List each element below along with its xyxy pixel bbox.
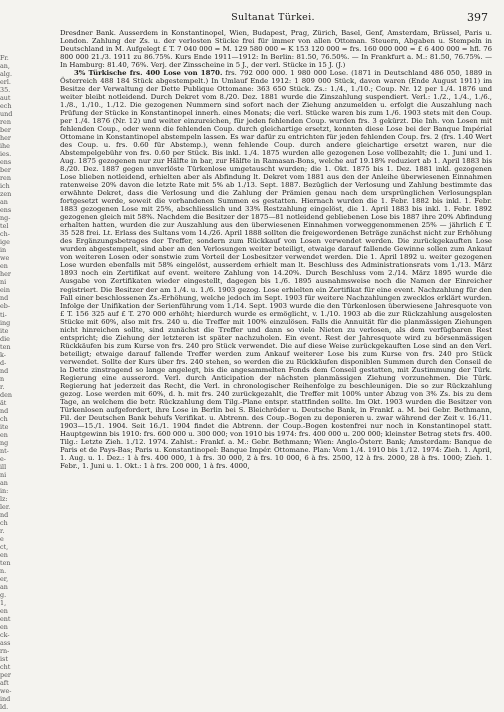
margin-fragment: ech xyxy=(0,102,12,111)
margin-fragment: eb- xyxy=(0,302,11,311)
margin-fragment: ist xyxy=(0,655,8,664)
margin-fragment: en xyxy=(0,623,8,632)
margin-fragment: nd xyxy=(0,510,9,519)
margin-fragment: ite xyxy=(0,326,9,335)
margin-fragment: ld. xyxy=(0,703,9,712)
margin-fragment: ng- xyxy=(0,214,11,223)
margin-fragment: e- xyxy=(0,454,6,463)
running-title: Sultanat Türkei. xyxy=(231,12,315,23)
margin-fragment: en xyxy=(0,607,8,616)
margin-fragment: nd xyxy=(0,366,9,375)
margin-fragment: ck- xyxy=(0,631,10,640)
margin-fragment: ng xyxy=(0,438,9,447)
margin-fragment: k- xyxy=(0,350,6,359)
margin-fragment: ill xyxy=(0,462,7,471)
margin-fragment: en xyxy=(0,262,8,271)
margin-fragment: ten xyxy=(0,342,11,351)
margin-fragment: n. xyxy=(0,567,7,575)
margin-fragment: we- xyxy=(0,687,12,696)
margin-fragment: en xyxy=(0,430,8,439)
margin-fragment: ni xyxy=(0,278,7,287)
margin-fragment: nd xyxy=(0,294,9,303)
margin-fragment: ein xyxy=(0,286,10,295)
margin-fragment: ies. xyxy=(0,150,12,159)
margin-fragment: rn- xyxy=(0,647,10,656)
margin-fragment: en xyxy=(0,550,8,559)
margin-fragment: ti- xyxy=(0,310,7,319)
margin-fragment: ct, xyxy=(0,542,9,551)
margin-fragment: nt- xyxy=(0,446,9,455)
margin-fragment: per xyxy=(0,671,11,680)
margin-fragment: e xyxy=(0,534,4,543)
margin-fragment: ite xyxy=(0,422,9,431)
margin-fragment: ren xyxy=(0,174,11,183)
margin-fragment: her xyxy=(0,134,11,143)
margin-fragment: r. xyxy=(0,382,5,391)
margin-fragment: cht xyxy=(0,663,11,672)
margin-fragment: alg. xyxy=(0,70,12,79)
margin-fragment: ent xyxy=(0,615,11,624)
paragraph-text: frs. 792 000 000. 1 980 000 Lose. (1871 in Deutschland 486 050, 1889 in Österreich 488 184 Stück abgestempelt.) In Umlauf Ende 1912: 1 809 000 Stück, davon waren (Ende August 1911) im Besitze der Verwaltung der Dette Publique Ottomane: 363 650 Stück. Zs.: 1./4., 1./10.; Coup. Nr. 12 per 1./4. 1876 und weiter bleibt notleidend. Durch Dekret vom 8./20. Dez. 1881 wurde die Zinszahlung suspendiert. Verl.: 1./2., 1./4., 1./6., 1./8., 1./10., 1./12. Die gezogenen Nummern sind sofort nach der Ziehung anzumelden u. erfolgt die Auszahlung nach Prüfung der Stücke in Konstantinopel innerh. eines Monats; die verl. Stücke waren bis zum 1./6. 1903 stets mit den Coup. per 1./4. 1876 (Nr. 12) und weiter einzureichen, für jeden fehlenden Coup. wurden frs. 3 gekürzt. Die Inh. von Losen mit fehlenden Coup., oder wenn die fehlenden Coup. durch gleichartige ersetzt, konnten diese Lose bei der Banque Impérial Ottomane in Konstantinopel abstempeln lassen. Es war dafür zu entrichten für jeden fehlenden Coup. frs. 2 (frs. 1.40 Wert des Coup. u. frs. 0.60 für Abstemp.), wenn fehlende Coup. durch andere gleichartige ersetzt waren, nur die Abstempelgebühr von frs. 0.60 per Stück. Bis inkl. 1./4. 1875 wurden alle gezogenen Lose vollbezahlt; die 1. Juni und 1. Aug. 1875 gezogenen nur zur Hälfte in bar, zur Hälfte in Ramasan-Bons, welche auf 19.18% reduziert ab 1. April 1883 bis 8./20. Dez. 1887 gegen unverlöste Türkenlose umgetauscht wurden; die 1. Okt. 1875 bis 1. Dez. 1881 inkl. gezogenen Lose blieben notleidend, erhielten aber als Abfindung lt. Dekret vom 1881 aus den der Anleihe überwiesenen Einnahmen ratenweise 20% davon die letzte Rate mit 5% ab 1./13. Sept. 1887. Bezüglich der Verlosung und Zahlung bestimmte das erwähnte Dekret, dass die Verlosung und die Zahlung der Prämien genau nach dem ursprünglichen Verlosungsplan fortgesetzt werde, soweit die vorhandenen Summen es gestatten. Hiernach wurden die 1. Febr. 1882 bis inkl. 1. Febr. 1883 gezogenen Lose mit 25%, abschliesslich und 33% Restzahlung eingelöst, die 1. April 1883 bis inkl. 1. Febr. 1892 gezogenen gleich mit 58%. Nachdem die Besitzer der 1875—81 notleidend gebliebenen Lose bis 1887 ihre 20% Abfindung erhalten hatten, wurden die zur Auszahlung aus den überwiesenen Einnahmen vorweggenommenen 25% — jährlich £ T. 35 528 frei. Lt. Erlass des Sultans vom 14./26. April 1888 sollten die freigewordenen Beträge zunächst nicht zur Erhöhung des Ergänzungsbetrages der Treffer, sondern zum Rückkauf von Losen verwendet werden. Die zurückgekauften Lose wurden abgestempelt, sind aber an den Verlosungen weiter beteiligt, etwaige darauf fallende Gewinne sollen zum Ankauf von weiteren Losen oder sonstwie zum Vorteil der Losbesitzer verwendet werden. Die 1. April 1892 u. weiter gezogenen Lose wurden ebenfalls mit 58% eingelöst, ausserdem erhielt man lt. Beschluss des Administrationsrats vom 1./13. März 1893 noch ein Zertifikat auf event. weitere Zahlung von 14.20%. Durch Beschluss vom 2./14. März 1895 wurde die Ausgabe von Zertifikaten wieder eingestellt, dagegen bis 1./6. 1895 ausnahmsweise noch die Namen der Einreicher registriert. Die Besitzer der am 1./4. u. 1./6. 1903 gezog. Lose erhielten ein Zertifikat für eine event. Nachzahlung für den Fall einer beschlossenen Zs.-Erhöhung, welche jedoch im Sept. 1903 für weitere Nachzahlungen zwecklos erklärt wurden. Infolge der Unifikation der Serienführung vom 1./14. Sept. 1903 wurde die den Türkenlosen überwiesene Jahresquote von £ T. 156 325 auf £ T. 270 000 erhöht; hierdurch wurde es ermöglicht, v. 1./10. 1903 ab die zur Rückzahlung ausgelosten Stücke mit 60%, also mit frs. 240 u. die Treffer mit 100% einzulösen. Falls die Annuität für die planmässigen Ziehungen nicht hinreichen sollte, sind zunächst die Treffer und dann so viele Nieten zu verlosen, als dem verfügbaren Rest entspricht; die Ziehung der letzteren ist später nachzuholen. Ein event. Rest der Jahresquote wird zu börsenmässigen Rückkäufen bis zum Kurse von frs. 240 pro Stück verwendet. Die auf diese Weise zurückgekauften Lose sind an den Verl. beteiligt; etwaige darauf fallende Treffer werden zum Ankauf weiterer Lose bis zum Kurse von frs. 240 pro Stück verwendet. Sollte der Kurs über frs. 240 stehen, so werden die zu Rückkäufen disponiblen Summen durch den Conseil de la Dette zinstragend so lange angelegt, bis die angesammelten Fonds dem Conseil gestatten, mit Zustimmung der Türk. Regierung eine ausserord. Verl. durch Anticipation der nächsten planmässigen Ziehung vorzunehmen. Die Türk. Regierung hat jederzeit das Recht, die Verl. in chronologischer Reihenfolge zu beschleunigen. Die so zur Rückzahlung gezog. Lose werden mit 60%, d. h. mit frs. 240 zurückgezahlt, die Treffer mit 100% unter Abzug von 3% Zs. bis zu dem Tage, an welchem die betr. Rückzahlung dem Tilg.-Plane entspr. stattfinden sollte. Im Okt. 1903 wurden die Besitzer von Türkenlosen aufgefordert, ihre Lose in Berlin bei S. Bleichröder u. Deutsche Bank, in Frankf. a. M. bei Gebr. Bethmann, Fil. der Deutschen Bank behufs Verifikat. u. Abtrenn. des Coup.-Bogen zu deponieren u. zwar während der Zeit v. 16./11. 1903—15./1. 1904. Seit 16./1. 1904 findet die Abtrenn. der Coup.-Bogen kostenfrei nur noch in Konstantinopel statt. Hauptgewinn bis 1910: frs. 600 000 u. 300 000; von 1910 bis 1974: frs. 400 000 u. 200 000; kleinster Betrag stets frs. 400. Tilg.: Letzte Zieh. 1./12. 1974. Zahlst.: Frankf. a. M.: Gebr. Bethmann; Wien: Anglo-Österr. Bank; Amsterdam: Banque de Paris et de Pays-Bas; Paris u. Konstantinopel: Banque Impér. Ottomane. Plan: Vom 1./4. 1910 bis 1./12. 1974: Zieh. 1. April, 1. Aug. u. 1. Dez.: 1 à frs. 400 000, 1 à frs. 30 000, 2 à frs. 10 000, 6 à frs. 2500, 12 à frs. 2000, 28 à frs. 1000; Zieh. 1. Febr., 1. Juni u. 1. Okt.: 1 à frs. 200 000, 1 à frs. 4000, xyxy=(60,69,492,470)
margin-fragment: ch xyxy=(0,518,8,527)
margin-fragment: Fr. xyxy=(0,54,9,62)
margin-fragment: und xyxy=(0,110,13,119)
margin-fragment: erl. xyxy=(0,78,11,87)
paragraph-dresdner-bank xyxy=(60,29,492,69)
margin-fragment: ens xyxy=(0,206,12,215)
margin-fragment: die xyxy=(0,334,10,343)
paragraph-tuerkenlose-1870 xyxy=(60,69,492,470)
margin-fragment: ch- xyxy=(0,230,10,239)
section-heading: 3% Türkische frs. 400 Lose von 1870. xyxy=(74,69,223,78)
margin-fragment: ch xyxy=(0,414,8,423)
margin-fragment: lz: xyxy=(0,494,8,503)
margin-fragment: zen xyxy=(0,190,12,199)
margin-fragment: ige xyxy=(0,238,10,247)
page-header xyxy=(58,12,488,26)
margin-fragment: ät xyxy=(0,398,7,407)
margin-fragment: we xyxy=(0,254,10,263)
margin-fragment: den xyxy=(0,390,12,399)
margin-fragment: tel xyxy=(0,222,9,231)
margin-fragment: ind xyxy=(0,695,11,704)
margin-fragment: aft xyxy=(0,679,9,688)
paragraph-text: Dresdner Bank. Ausserdem in Konstantinopel, Wien, Budapest, Prag, Zürich, Basel, Genf, Amsterdam, Brüssel, Paris u. London. Zahlung der Zs. u. der verlosten Stücke frei für immer von allen Ottoman. Steuern, Abgaben u. Stempeln in Deutschland in M. Aufgelegt £ T. 7 040 000 = M. 129 580 000 = K 153 120 000 = frs. 160 000 000 = £ 6 400 000 = hfl. 76 800 000 21./3. 1911 zu 86.75%. Kurs Ende 1911—1912: In Berlin: 81.50, 76.50%. — In Frankfurt a. M.: 81.50, 76.75%. — In Hamburg: 81.40, 76%. Verj. der Zinsscheine in 5 J., der verl. Stücke in 15 J. (J.) xyxy=(60,29,492,70)
margin-fragment: an, xyxy=(0,62,10,71)
margin-fragment: n xyxy=(0,374,5,383)
margin-fragment: ber xyxy=(0,126,11,135)
margin-fragment: ni xyxy=(0,470,7,479)
margin-fragment: ler. xyxy=(0,502,11,511)
margin-fragment: g. xyxy=(0,591,7,600)
margin-fragment: d- xyxy=(0,358,7,367)
margin-fragment: ihe xyxy=(0,142,10,151)
margin-fragment: 1, xyxy=(0,599,7,608)
margin-fragment: ren xyxy=(0,118,11,127)
margin-fragment: in: xyxy=(0,486,9,495)
margin-fragment: r. xyxy=(0,526,5,535)
margin-fragment: an xyxy=(0,198,8,207)
margin-fragment: an xyxy=(0,478,8,487)
margin-fragment: ich xyxy=(0,182,10,191)
margin-fragment: er, xyxy=(0,575,9,584)
margin-fragment: ens xyxy=(0,158,12,167)
margin-fragment: nd xyxy=(0,406,9,415)
margin-fragment: ing xyxy=(0,318,11,327)
margin-fragment: her xyxy=(0,270,11,279)
margin-fragment: ten xyxy=(0,558,11,567)
page-body xyxy=(60,29,492,708)
margin-fragment: ass xyxy=(0,639,11,648)
margin-fragment: in xyxy=(0,246,7,255)
margin-fragment: 35. xyxy=(0,86,11,95)
margin-fragment: aut xyxy=(0,94,11,103)
page-number: 397 xyxy=(467,11,488,24)
margin-fragment: ber xyxy=(0,166,11,175)
margin-fragment: an xyxy=(0,583,8,592)
left-margin-fragments xyxy=(0,54,14,711)
